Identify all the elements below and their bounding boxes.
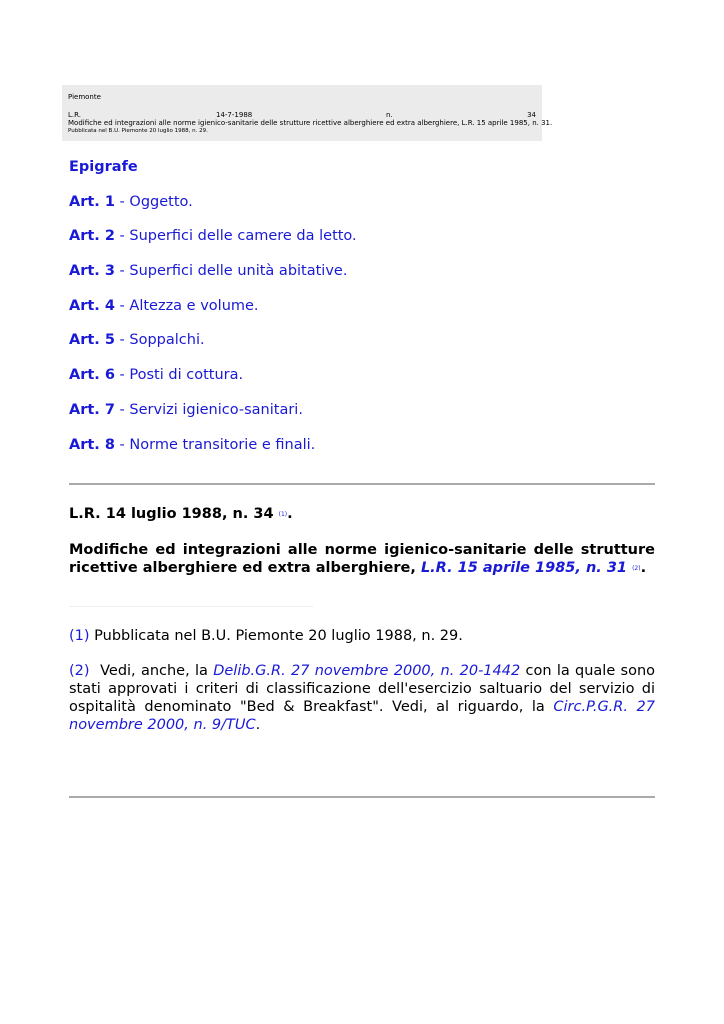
header-date: 14-7-1988 (216, 111, 253, 119)
law-title-link[interactable]: L.R. 15 aprile 1985, n. 31 (420, 560, 628, 576)
toc-sep: - (114, 297, 130, 314)
toc-art-number[interactable]: Art. 1 (69, 193, 115, 210)
header-meta-row (68, 111, 536, 119)
law-title-text: Modifiche ed integrazioni alle norme igienico-sanitarie delle strutture ricettive alberghiere ed extra alberghiere, (69, 542, 655, 576)
law-title (69, 541, 655, 578)
toc-sep: - (114, 332, 130, 349)
toc-sep: - (114, 193, 130, 210)
end-dot: . (287, 506, 293, 522)
toc-sep: - (114, 401, 130, 418)
end-dot: . (640, 560, 647, 576)
toc-art-title[interactable]: Superfici delle camere da letto. (129, 228, 357, 245)
table-of-contents (69, 157, 669, 469)
toc-art-title[interactable]: Altezza e volume. (129, 297, 259, 314)
footnote-2 (69, 662, 655, 734)
toc-item-art-6[interactable] (69, 365, 669, 400)
toc-item-art-5[interactable] (69, 330, 669, 365)
footnote-1-number[interactable]: (1) (69, 628, 90, 644)
toc-item-art-8[interactable] (69, 435, 669, 470)
footnote-1-marker[interactable]: (1) (278, 511, 288, 518)
toc-item-art-7[interactable] (69, 400, 669, 435)
bottom-divider (69, 796, 655, 798)
footnote-2-marker[interactable]: (2) (632, 565, 641, 572)
toc-sep: - (114, 263, 130, 280)
toc-art-number[interactable]: Art. 4 (69, 297, 115, 314)
section-divider (69, 483, 655, 485)
toc-item-art-1[interactable] (69, 192, 669, 227)
toc-art-title[interactable]: Oggetto. (129, 193, 193, 210)
toc-item-art-2[interactable] (69, 226, 669, 261)
toc-art-title[interactable]: Superfici delle unità abitative. (129, 263, 348, 280)
toc-epigrafe[interactable] (69, 157, 669, 192)
toc-art-number[interactable]: Art. 6 (69, 367, 115, 384)
delib-link[interactable]: Delib.G.R. 27 novembre 2000, n. 20-1442 (213, 663, 521, 679)
toc-art-number[interactable]: Art. 8 (69, 436, 115, 453)
footnote-2-text-c: . (255, 717, 261, 733)
footnote-1-text: Pubblicata nel B.U. Piemonte 20 luglio 1988, n. 29. (94, 628, 463, 644)
document-header (62, 85, 553, 141)
law-reference-text: L.R. 14 luglio 1988, n. 34 (69, 506, 274, 522)
header-number: 34 (527, 111, 536, 119)
toc-item-art-4[interactable] (69, 296, 669, 331)
toc-art-number[interactable]: Art. 5 (69, 332, 115, 349)
toc-art-number[interactable]: Art. 7 (69, 401, 115, 418)
footnote-2-text-b: con la quale sono stati approvati i criteri di classificazione dell'esercizio saltuario del servizio di ospitalità denominato "Bed & Breakfast". Vedi, al riguardo, la (69, 663, 656, 715)
header-title: Modifiche ed integrazioni alle norme igienico-sanitarie delle strutture ricettive alberghiere ed extra alberghiere, L.R. 15 aprile 1985, n. 31. (68, 119, 553, 127)
footnote-1 (69, 627, 655, 645)
header-region: Piemonte (68, 93, 101, 101)
toc-sep: - (114, 228, 130, 245)
toc-art-number[interactable]: Art. 2 (69, 228, 115, 245)
toc-art-title[interactable]: Posti di cottura. (129, 367, 244, 384)
toc-art-title[interactable]: Soppalchi. (129, 332, 205, 349)
toc-art-title[interactable]: Servizi igienico-sanitari. (129, 401, 303, 418)
toc-sep: - (114, 367, 130, 384)
epigrafe-link[interactable]: Epigrafe (69, 159, 138, 175)
circ-link[interactable]: Circ.P.G.R. 27 novembre 2000, n. 9/TUC (69, 699, 655, 733)
toc-art-number[interactable]: Art. 3 (69, 263, 115, 280)
toc-art-title[interactable]: Norme transitorie e finali. (129, 436, 316, 453)
footnote-separator (69, 606, 313, 607)
footnote-2-number[interactable]: (2) (69, 663, 90, 679)
footnote-2-text-a: Vedi, anche, la (100, 663, 208, 679)
header-publication: Pubblicata nel B.U. Piemonte 20 luglio 1988, n. 29. (68, 128, 208, 134)
header-n-label: n. (386, 111, 393, 119)
law-reference (69, 506, 293, 522)
header-doc-type: L.R. (68, 111, 81, 119)
toc-sep: - (114, 436, 130, 453)
toc-item-art-3[interactable] (69, 261, 669, 296)
